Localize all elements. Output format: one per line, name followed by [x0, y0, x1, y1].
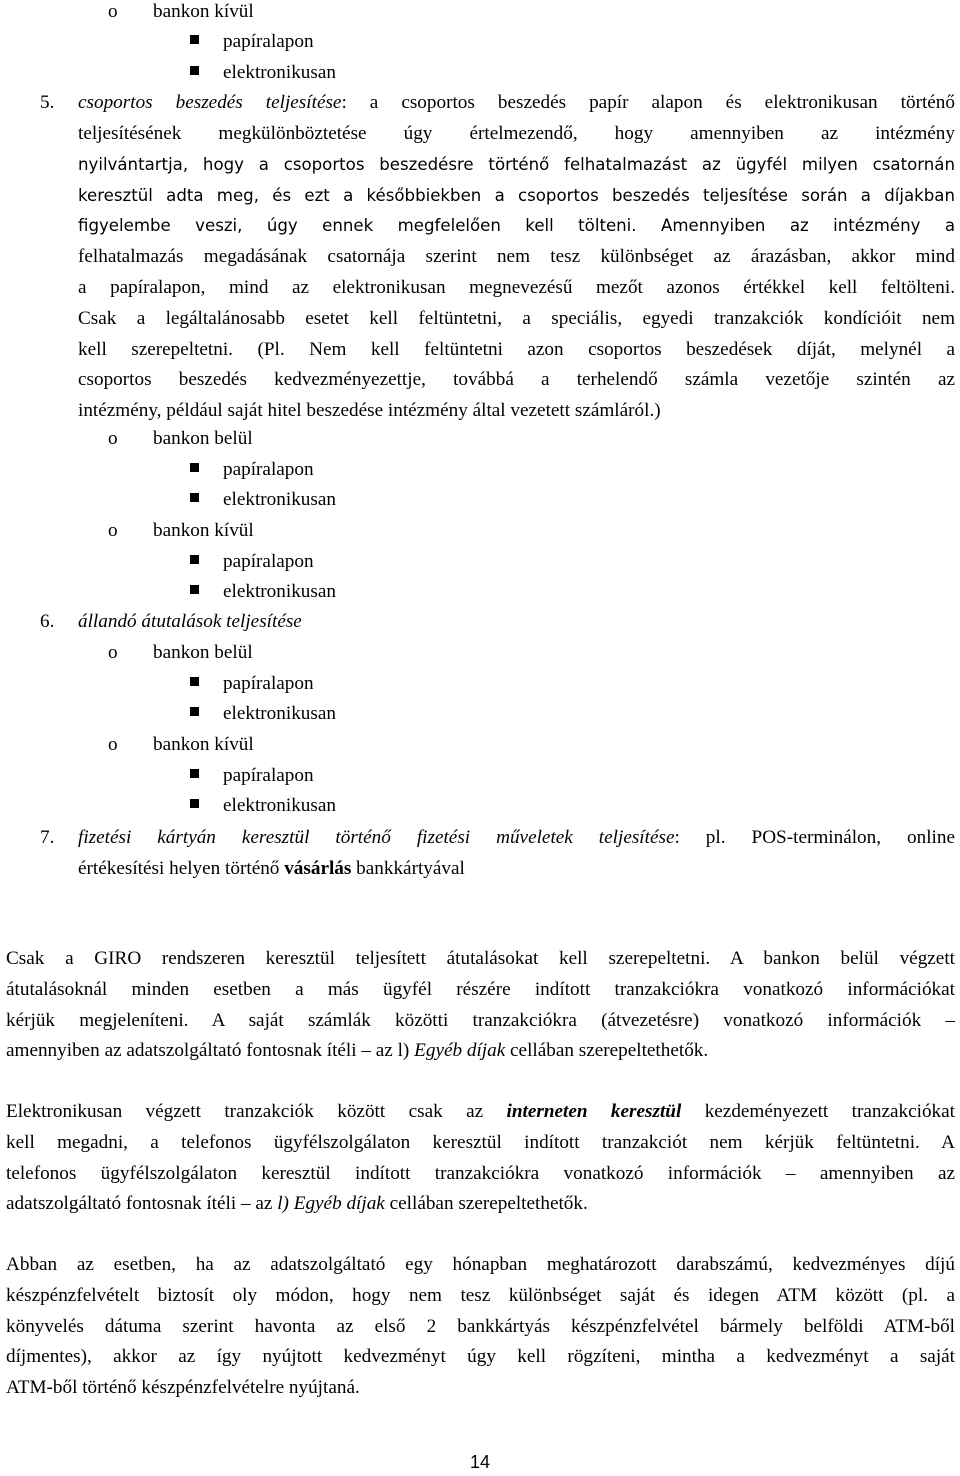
list-item-papiralapon — [190, 550, 314, 574]
paragraph-line: kell megadni, a telefonos ügyfélszolgálaton keresztül indított tranzakciót nem kérjük feltüntetni. A — [6, 1131, 955, 1153]
paragraph-giro — [6, 944, 955, 1067]
item-6 — [40, 610, 302, 634]
italic-text: l) Egyéb díjak — [277, 1193, 385, 1215]
square-bullet-icon — [190, 799, 199, 808]
paragraph-line: Csak a GIRO rendszeren keresztül teljesített átutalásokat kell szerepeltetni. A bankon belül végzett — [6, 948, 955, 969]
list-item-papiralapon — [190, 764, 314, 788]
paragraph-line: telefonos ügyfélszolgálaton keresztül indított tranzakciókra vonatkozó információk – amennyiben az — [6, 1162, 955, 1184]
paragraph-electronic — [6, 1097, 955, 1220]
list-item-label: elektronikusan — [223, 581, 336, 602]
list-item-label: papíralapon — [223, 673, 314, 694]
paragraph-line: könyvelés dátuma szerint havonta az első 2 bankkártyás készpénzfelvétel bármely belföldi ATM-ből — [6, 1315, 955, 1337]
list-item-bankon-kivul — [108, 0, 254, 24]
circle-bullet-icon: o — [108, 1, 118, 22]
square-bullet-icon — [190, 463, 199, 472]
bold-italic-text: interneten keresztül — [506, 1101, 682, 1122]
item-title: csoportos beszedés teljesítése — [78, 92, 342, 113]
square-bullet-icon — [190, 493, 199, 502]
paragraph-line — [6, 1097, 955, 1128]
paragraph-atm — [6, 1250, 955, 1404]
item-text-line: nyilvántartja, hogy a csoportos beszedésre történő felhatalmazást az ügyfél milyen csatornán — [78, 154, 955, 174]
list-item-papiralapon — [190, 672, 314, 696]
item-5-body — [78, 119, 955, 427]
item-text-line: Csak a legáltalánosabb esetet kell feltüntetni, a speciális, egyedi tranzakciók kondícióit nem — [78, 307, 955, 329]
item-text-line: figyelembe veszi, úgy ennek megfelelően kell tölteni. Amennyiben az intézmény a — [78, 216, 955, 236]
paragraph-text: amennyiben az adatszolgáltató fontosnak ítéli – az l) — [6, 1040, 415, 1062]
list-item-label: bankon kívül — [153, 520, 254, 541]
item-7-second-line — [78, 857, 465, 881]
item-number: 7. — [40, 827, 55, 848]
paragraph-text: cellában szerepeltethetők. — [384, 1193, 588, 1215]
list-item-elektronikusan — [190, 488, 336, 512]
list-item-label: papíralapon — [223, 31, 314, 52]
list-item-label: bankon belül — [153, 642, 253, 663]
list-item-bankon-kivul — [108, 733, 254, 757]
paragraph-text: Elektronikusan végzett tranzakciók között csak az — [6, 1101, 507, 1122]
list-item-papiralapon — [190, 30, 314, 54]
item-text-line: a papíralapon, mind az elektronikusan megnevezésű mezőt azonos értékkel kell feltölteni. — [78, 276, 955, 298]
list-item-elektronikusan — [190, 61, 336, 85]
paragraph-line — [6, 1036, 955, 1067]
square-bullet-icon — [190, 707, 199, 716]
paragraph-text: cellában szerepeltethetők. — [505, 1040, 709, 1062]
item-text-line: teljesítésének megkülönböztetése úgy értelmezendő, hogy amennyiben az intézmény — [78, 123, 955, 144]
list-item-bankon-kivul — [108, 519, 254, 543]
item-text-line: csoportos beszedés kedvezményezettje, továbbá a terhelendő számla vezetője szintén az — [78, 369, 955, 391]
list-item-label: papíralapon — [223, 459, 314, 480]
item-number: 5. — [40, 92, 55, 113]
item-text: értékesítési helyen történő — [78, 858, 285, 879]
paragraph-text: kezdeményezett tranzakciókat — [681, 1101, 955, 1122]
list-item-label: elektronikusan — [223, 703, 336, 724]
list-item-label: bankon kívül — [153, 1, 254, 22]
item-text: : pl. POS-terminálon, online — [674, 827, 955, 848]
paragraph-line — [6, 1189, 955, 1220]
page-number: 14 — [469, 1452, 491, 1472]
item-text-line: keresztül adta meg, és ezt a későbbiekben a csoportos beszedés teljesítése során a díjakban — [78, 185, 955, 205]
list-item-label: elektronikusan — [223, 795, 336, 816]
list-item-label: papíralapon — [223, 765, 314, 786]
circle-bullet-icon: o — [108, 428, 118, 449]
list-item-papiralapon — [190, 458, 314, 482]
list-item-label: papíralapon — [223, 551, 314, 572]
square-bullet-icon — [190, 66, 199, 75]
list-item-label: bankon belül — [153, 428, 253, 449]
item-number: 6. — [40, 611, 55, 632]
square-bullet-icon — [190, 35, 199, 44]
paragraph-line: kérjük megjeleníteni. A saját számlák közötti tranzakciókra (átvezetésre) vonatkozó információk – — [6, 1009, 955, 1031]
circle-bullet-icon: o — [108, 642, 118, 663]
circle-bullet-icon: o — [108, 734, 118, 755]
item-5 — [40, 88, 955, 119]
list-item-bankon-belul — [108, 427, 253, 451]
square-bullet-icon — [190, 677, 199, 686]
list-item-label: bankon kívül — [153, 734, 254, 755]
paragraph-line: díjmentes), akkor az így nyújtott kedvezményt úgy kell rögzíteni, mintha a kedvezményt a saját — [6, 1346, 955, 1368]
list-item-elektronikusan — [190, 794, 336, 818]
paragraph-line: átutalásoknál minden esetben a más ügyfél részére indított tranzakciókra vonatkozó információkat — [6, 978, 955, 1000]
circle-bullet-icon: o — [108, 520, 118, 541]
item-title: állandó átutalások teljesítése — [78, 611, 302, 632]
item-7 — [40, 823, 955, 854]
paragraph-line: ATM-ből történő készpénzfelvételre nyújtaná. — [6, 1377, 360, 1399]
bold-text: vásárlás — [284, 858, 352, 879]
square-bullet-icon — [190, 555, 199, 564]
item-text-line: intézmény, például saját hitel beszedése intézmény által vezetett számláról.) — [78, 400, 661, 422]
paragraph-text: adatszolgáltató fontosnak ítéli – az — [6, 1193, 278, 1215]
list-item-label: elektronikusan — [223, 62, 336, 83]
square-bullet-icon — [190, 585, 199, 594]
list-item-elektronikusan — [190, 580, 336, 604]
item-text-line: felhatalmazás megadásának csatornája szerint nem tesz különbséget az árazásban, akkor mind — [78, 246, 955, 268]
item-text-line: kell szerepeltetni. (Pl. Nem kell feltüntetni azon csoportos beszedések díját, melynél a — [78, 338, 955, 360]
item-text: : a csoportos beszedés papír alapon és elektronikusan történő — [341, 92, 955, 113]
list-item-label: elektronikusan — [223, 489, 336, 510]
item-title: fizetési kártyán keresztül történő fizetési műveletek teljesítése — [78, 827, 675, 848]
italic-text: Egyéb díjak — [414, 1040, 506, 1062]
paragraph-line: Abban az esetben, ha az adatszolgáltató egy hónapban meghatározott darabszámú, kedvezményes díjú — [6, 1254, 955, 1275]
paragraph-line: készpénzfelvételt biztosít oly módon, hogy nem tesz különbséget saját és idegen ATM között (pl. a — [6, 1284, 955, 1306]
square-bullet-icon — [190, 769, 199, 778]
item-text: bankkártyával — [351, 858, 465, 879]
item-5-first-line — [40, 88, 955, 119]
list-item-elektronikusan — [190, 702, 336, 726]
list-item-bankon-belul — [108, 641, 253, 665]
item-7-first-line — [40, 823, 955, 854]
